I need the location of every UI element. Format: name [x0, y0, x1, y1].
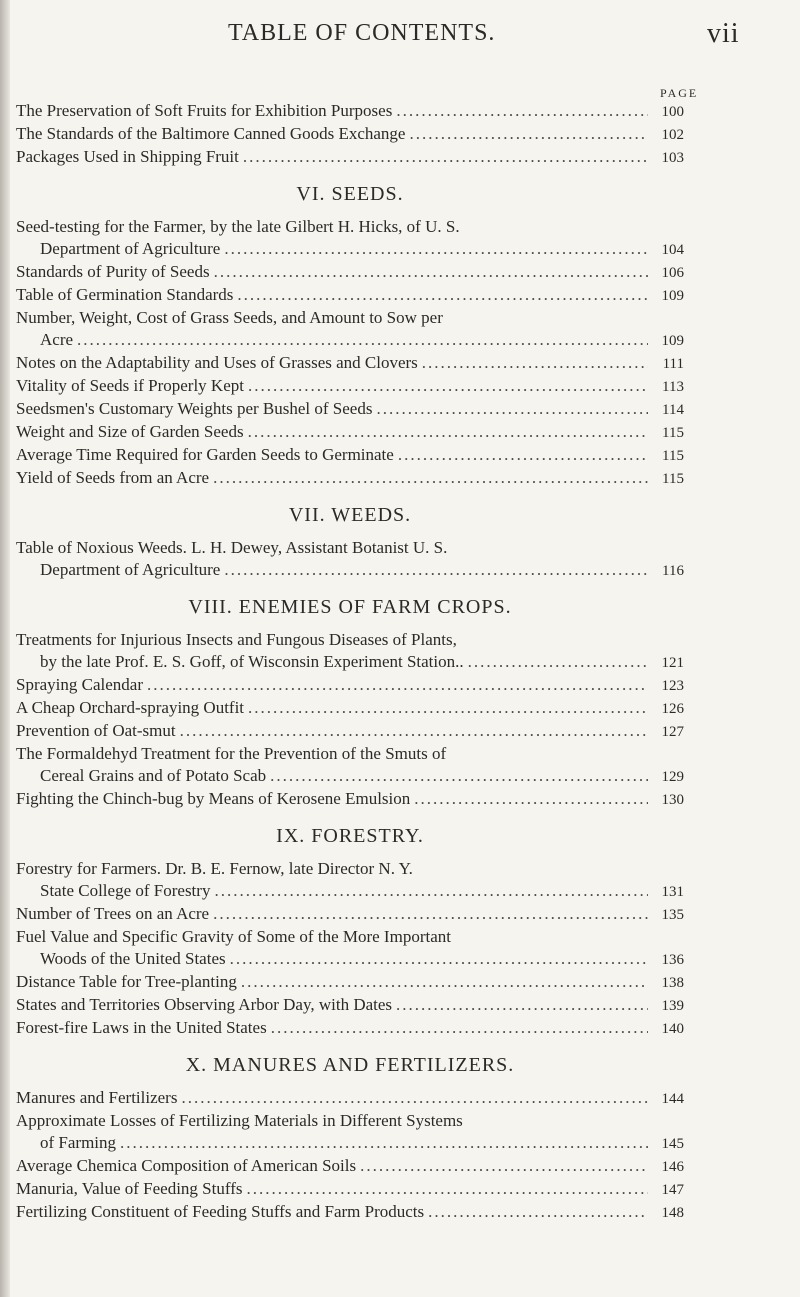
- toc-page-number: 100: [661, 104, 684, 120]
- toc-entry[interactable]: [16, 444, 684, 467]
- running-head: [0, 20, 800, 60]
- toc-entry-line: [16, 1110, 684, 1132]
- toc-entry-title: Packages Used in Shipping Fruit: [16, 147, 239, 166]
- toc-entry[interactable]: [16, 903, 684, 926]
- toc-entry-line: [16, 238, 684, 261]
- toc-entry[interactable]: [16, 216, 684, 261]
- dot-leader: [248, 697, 648, 719]
- toc-page-number: 136: [661, 952, 684, 968]
- toc-page-number: 109: [661, 288, 684, 304]
- toc-entry-line: [16, 743, 684, 765]
- toc-entry-line: [16, 926, 684, 948]
- toc-entry[interactable]: [16, 352, 684, 375]
- toc-entry[interactable]: [16, 743, 684, 788]
- toc-page-number: 146: [661, 1159, 684, 1175]
- toc-entry-title: The Formaldehyd Treatment for the Prevention of the Smuts of: [16, 744, 447, 763]
- toc-entry-line: [16, 674, 684, 697]
- toc-entry-line: [16, 971, 684, 994]
- toc-entry-title: Yield of Seeds from an Acre: [16, 468, 210, 487]
- dot-leader: [376, 398, 648, 420]
- page-title: TABLE OF CONTENTS.: [228, 20, 496, 46]
- dot-leader: [468, 651, 648, 673]
- toc-entry[interactable]: [16, 788, 684, 811]
- toc-page-number: 144: [661, 1091, 684, 1107]
- toc-entry-line: [16, 398, 684, 421]
- toc-page-number: 148: [661, 1205, 684, 1221]
- dot-leader: [428, 1201, 648, 1223]
- toc-entry-title: Seedsmen's Customary Weights per Bushel of Seeds: [16, 399, 373, 418]
- toc-entry[interactable]: [16, 1201, 684, 1224]
- toc-entry-line: [16, 284, 684, 307]
- toc-entry-line: [16, 948, 684, 971]
- toc-entry-title: Treatments for Injurious Insects and Fungous Diseases of Plants,: [16, 630, 457, 649]
- toc-entry-line: [16, 788, 684, 811]
- toc-entry[interactable]: [16, 1110, 684, 1155]
- toc-entry-title: Woods of the United States: [40, 949, 226, 968]
- toc-entry-title: Forest-fire Laws in the United States: [16, 1018, 267, 1037]
- toc-entry-line: [16, 1155, 684, 1178]
- toc-entry-title: Average Chemica Composition of American Soils: [16, 1156, 357, 1175]
- toc-entry[interactable]: [16, 1155, 684, 1178]
- dot-leader: [243, 146, 648, 168]
- dot-leader: [246, 1178, 648, 1200]
- dot-leader: [214, 880, 648, 902]
- toc-entry-title: Number of Trees on an Acre: [16, 904, 210, 923]
- section-heading: VI. SEEDS.: [296, 183, 404, 205]
- dot-leader: [422, 352, 648, 374]
- dot-leader: [230, 948, 648, 970]
- toc-entry-line: [16, 697, 684, 720]
- toc-entry-title: Forestry for Farmers. Dr. B. E. Fernow, late Director N. Y.: [16, 859, 413, 878]
- toc-entry-line: [16, 216, 684, 238]
- section-heading: X. MANURES AND FERTILIZERS.: [185, 1054, 515, 1076]
- toc-entry[interactable]: [16, 398, 684, 421]
- toc-entry[interactable]: [16, 467, 684, 490]
- toc-page-number: 140: [661, 1021, 684, 1037]
- toc-entry-title: Vitality of Seeds if Properly Kept: [16, 376, 244, 395]
- toc-page-number: 102: [661, 127, 684, 143]
- toc-entry-line: [16, 352, 684, 375]
- toc-entry-line: [16, 467, 684, 490]
- toc-entry-title: Table of Germination Standards: [16, 285, 234, 304]
- toc-entry-title: Fighting the Chinch-bug by Means of Kerosene Emulsion: [16, 789, 411, 808]
- toc-entry[interactable]: [16, 421, 684, 444]
- toc-entry[interactable]: [16, 537, 684, 582]
- toc-entry-title: Spraying Calendar: [16, 675, 143, 694]
- toc-page-number: 135: [661, 907, 684, 923]
- toc-entry[interactable]: [16, 971, 684, 994]
- toc-entry[interactable]: [16, 629, 684, 674]
- toc-entry[interactable]: [16, 1087, 684, 1110]
- toc-page-number: 123: [661, 678, 684, 694]
- dot-leader: [248, 375, 648, 397]
- toc-entry-title: Weight and Size of Garden Seeds: [16, 422, 244, 441]
- toc-page-number: 104: [661, 242, 684, 258]
- toc-page-number: 121: [661, 655, 684, 671]
- toc-entry-title: Table of Noxious Weeds. L. H. Dewey, Assistant Botanist U. S.: [16, 538, 448, 557]
- toc-entry-line: [16, 146, 684, 169]
- toc-entry-line: [16, 307, 684, 329]
- toc-entry-title: Notes on the Adaptability and Uses of Grasses and Clovers: [16, 353, 418, 372]
- dot-leader: [120, 1132, 648, 1154]
- toc-page-number: 139: [661, 998, 684, 1014]
- toc-entry-line: [16, 375, 684, 398]
- toc-entry-title: Standards of Purity of Seeds: [16, 262, 210, 281]
- toc-page-number: 113: [662, 379, 684, 395]
- dot-leader: [360, 1155, 648, 1177]
- toc-entry-line: [16, 1201, 684, 1224]
- toc-page-number: 115: [662, 425, 684, 441]
- toc-entry-line: [16, 537, 684, 559]
- toc-entry-line: [16, 720, 684, 743]
- toc-entry-title: of Farming: [40, 1133, 117, 1152]
- toc-entry-title: Manures and Fertilizers: [16, 1088, 178, 1107]
- section-heading: VIII. ENEMIES OF FARM CROPS.: [188, 596, 512, 618]
- toc-entry-line: [16, 421, 684, 444]
- toc-entry-title: Approximate Losses of Fertilizing Materials in Different Systems: [16, 1111, 463, 1130]
- toc-entry[interactable]: [16, 858, 684, 903]
- dot-leader: [396, 994, 648, 1016]
- toc-entry-title: The Standards of the Baltimore Canned Goods Exchange: [16, 124, 406, 143]
- toc-entry-line: [16, 444, 684, 467]
- page-number: vii: [707, 18, 740, 49]
- toc-entry-title: by the late Prof. E. S. Goff, of Wisconsin Experiment Station..: [40, 652, 464, 671]
- toc-entry-title: The Preservation of Soft Fruits for Exhibition Purposes: [16, 101, 393, 120]
- dot-leader: [224, 559, 648, 581]
- section-heading: IX. FORESTRY.: [276, 825, 424, 847]
- toc-page-number: 145: [661, 1136, 684, 1152]
- toc-entry-line: [16, 261, 684, 284]
- toc-entry[interactable]: [16, 1017, 684, 1040]
- dot-leader: [77, 329, 648, 351]
- dot-leader: [271, 1017, 648, 1039]
- toc-entry-title: Distance Table for Tree-planting: [16, 972, 237, 991]
- toc-entry-title: Cereal Grains and of Potato Scab: [40, 766, 267, 785]
- toc-page-number: 109: [661, 333, 684, 349]
- dot-leader: [224, 238, 648, 260]
- dot-leader: [214, 261, 648, 283]
- toc-entry[interactable]: [16, 674, 684, 697]
- toc-page-number: 126: [661, 701, 684, 717]
- toc-entry-title: Seed-testing for the Farmer, by the late Gilbert H. Hicks, of U. S.: [16, 217, 460, 236]
- toc-entry-title: Average Time Required for Garden Seeds to Germinate: [16, 445, 394, 464]
- toc-page-number: 115: [662, 471, 684, 487]
- toc-entry-line: [16, 903, 684, 926]
- toc-entry-title: Prevention of Oat-smut: [16, 721, 176, 740]
- toc-entry-line: [16, 858, 684, 880]
- toc-entry-title: Number, Weight, Cost of Grass Seeds, and Amount to Sow per: [16, 308, 443, 327]
- toc-entry-line: [16, 765, 684, 788]
- dot-leader: [213, 903, 648, 925]
- toc-entry-title: Acre: [40, 330, 74, 349]
- toc-entry-line: [16, 559, 684, 582]
- toc-page-number: 116: [662, 563, 684, 579]
- toc-entry-title: State College of Forestry: [40, 881, 211, 900]
- toc-entry[interactable]: [16, 375, 684, 398]
- toc-page-number: 111: [662, 356, 684, 372]
- dot-leader: [248, 421, 648, 443]
- section-heading: VII. WEEDS.: [288, 504, 412, 526]
- toc-entry[interactable]: [16, 123, 684, 146]
- toc-page-number: 114: [662, 402, 684, 418]
- toc-entry-title: Manuria, Value of Feeding Stuffs: [16, 1179, 243, 1198]
- toc-entry[interactable]: [16, 284, 684, 307]
- toc-entry-line: [16, 100, 684, 123]
- toc-page-number: 147: [661, 1182, 684, 1198]
- toc-entry[interactable]: [16, 1178, 684, 1201]
- page-column-label: PAGE: [660, 86, 699, 100]
- dot-leader: [181, 1087, 648, 1109]
- toc-entry[interactable]: [16, 926, 684, 971]
- toc-entry-line: [16, 1178, 684, 1201]
- toc-page-number: 130: [661, 792, 684, 808]
- dot-leader: [396, 100, 648, 122]
- toc-entry-line: [16, 651, 684, 674]
- toc-page-number: 106: [661, 265, 684, 281]
- toc-page-number: 129: [661, 769, 684, 785]
- toc-entry-line: [16, 123, 684, 146]
- toc-entry-title: A Cheap Orchard-spraying Outfit: [16, 698, 245, 717]
- toc-entry-line: [16, 1132, 684, 1155]
- toc-page-number: 138: [661, 975, 684, 991]
- toc-entry-line: [16, 880, 684, 903]
- toc-entry-line: [16, 1087, 684, 1110]
- toc-page-number: 103: [661, 150, 684, 166]
- toc-page-number: 131: [661, 884, 684, 900]
- toc-entry-title: Department of Agriculture: [40, 560, 221, 579]
- toc-entry[interactable]: [16, 307, 684, 352]
- toc-entry-line: [16, 994, 684, 1017]
- toc-entry-title: States and Territories Observing Arbor Day, with Dates: [16, 995, 393, 1014]
- toc-entry-title: Fuel Value and Specific Gravity of Some of the More Important: [16, 927, 451, 946]
- toc-entry[interactable]: [16, 100, 684, 123]
- table-of-contents: [0, 100, 800, 1224]
- toc-entry-title: Fertilizing Constituent of Feeding Stuffs and Farm Products: [16, 1202, 425, 1221]
- toc-page-number: 127: [661, 724, 684, 740]
- toc-entry[interactable]: [16, 261, 684, 284]
- dot-leader: [409, 123, 648, 145]
- dot-leader: [398, 444, 648, 466]
- toc-entry-line: [16, 629, 684, 651]
- toc-entry-title: Department of Agriculture: [40, 239, 221, 258]
- toc-entry[interactable]: [16, 720, 684, 743]
- dot-leader: [270, 765, 648, 787]
- dot-leader: [237, 284, 648, 306]
- toc-entry-line: [16, 329, 684, 352]
- dot-leader: [414, 788, 648, 810]
- dot-leader: [180, 720, 648, 742]
- toc-entry-line: [16, 1017, 684, 1040]
- toc-entry[interactable]: [16, 697, 684, 720]
- toc-page-number: 115: [662, 448, 684, 464]
- toc-entry[interactable]: [16, 994, 684, 1017]
- dot-leader: [213, 467, 648, 489]
- dot-leader: [147, 674, 648, 696]
- dot-leader: [241, 971, 648, 993]
- toc-entry[interactable]: [16, 146, 684, 169]
